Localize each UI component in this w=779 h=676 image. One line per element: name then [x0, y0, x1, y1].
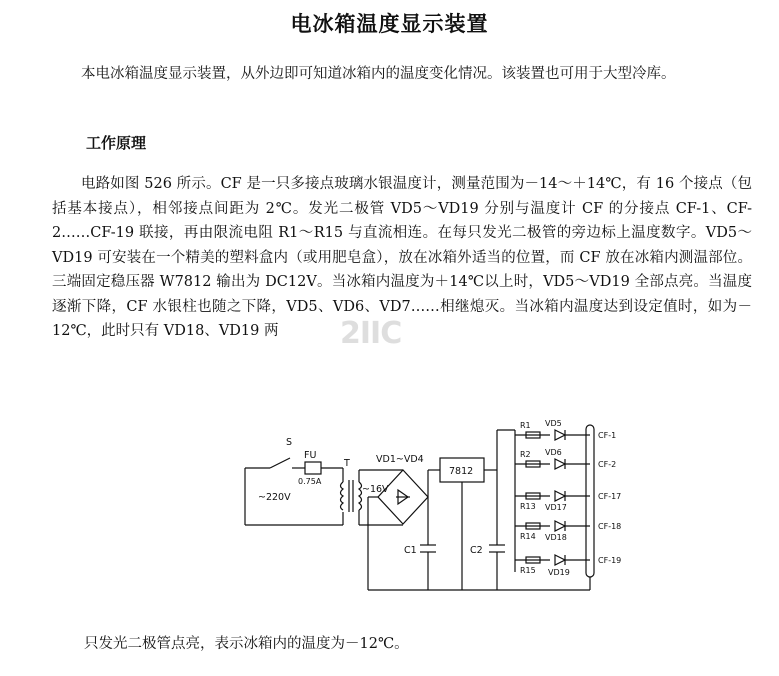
- label-vd19: VD19: [548, 568, 570, 577]
- label-cf1: CF-1: [598, 431, 617, 440]
- label-cf2: CF-2: [598, 460, 617, 469]
- body-paragraph: 电路如图 526 所示。CF 是一只多接点玻璃水银温度计，测量范围为－14～＋14℃，有 16 个接点（包括基本接点），相邻接点间距为 2℃。发光二极管 VD5～VD19 分别与温度计 CF 的分接点 CF-1、CF-2……CF-19 联接，再由限流电阻 R1～R15 与直流相连。在每只发光二极管的旁边标上温度数字。VD5～VD19 可安装在一个精美的塑料盒内（或用肥皂盒），放在冰箱外适当的位置，而 CF 放在冰箱内测温部位。三端固定稳压器 W7812 输出为 DC12V。当冰箱内温度为＋14℃以上时，VD5～VD19 全部点亮。当温度逐渐下降，CF 水银柱也随之下降，VD5、VD6、VD7……相继熄灭。当冰箱内温度达到设定值时，如为－12℃，此时只有 VD18、VD19 两: [52, 176, 752, 339]
- label-vd18: VD18: [545, 533, 567, 542]
- watermark: 2IIC: [340, 316, 402, 351]
- label-transformer: T: [344, 458, 350, 469]
- label-vd5: VD5: [545, 419, 562, 428]
- label-c1: C1: [404, 545, 417, 556]
- label-fuse-rating: 0.75A: [298, 477, 322, 486]
- document-title: 电冰箱温度显示装置: [290, 11, 489, 36]
- label-r15: R15: [520, 566, 536, 575]
- label-c2: C2: [470, 545, 483, 556]
- label-cf18: CF-18: [598, 522, 622, 531]
- label-regulator: 7812: [449, 466, 474, 477]
- label-secondary: ~16V: [362, 484, 389, 495]
- label-r1: R1: [520, 421, 531, 430]
- label-switch: S: [286, 437, 293, 448]
- section-heading: 工作原理: [86, 134, 147, 152]
- label-cf19: CF-19: [598, 556, 622, 565]
- continuation-text: 只发光二极管点亮，表示冰箱内的温度为－12℃。: [84, 636, 409, 652]
- intro-paragraph: 本电冰箱温度显示装置，从外边即可知道冰箱内的温度变化情况。该装置也可用于大型冷库。: [81, 66, 676, 82]
- label-mains: ~220V: [258, 492, 291, 503]
- label-r2: R2: [520, 450, 531, 459]
- label-fuse: FU: [304, 450, 317, 461]
- label-bridge: VD1~VD4: [376, 454, 424, 465]
- label-vd6: VD6: [545, 448, 562, 457]
- label-cf17: CF-17: [598, 492, 622, 501]
- label-r14: R14: [520, 532, 536, 541]
- label-vd17: VD17: [545, 503, 567, 512]
- label-r13: R13: [520, 502, 536, 511]
